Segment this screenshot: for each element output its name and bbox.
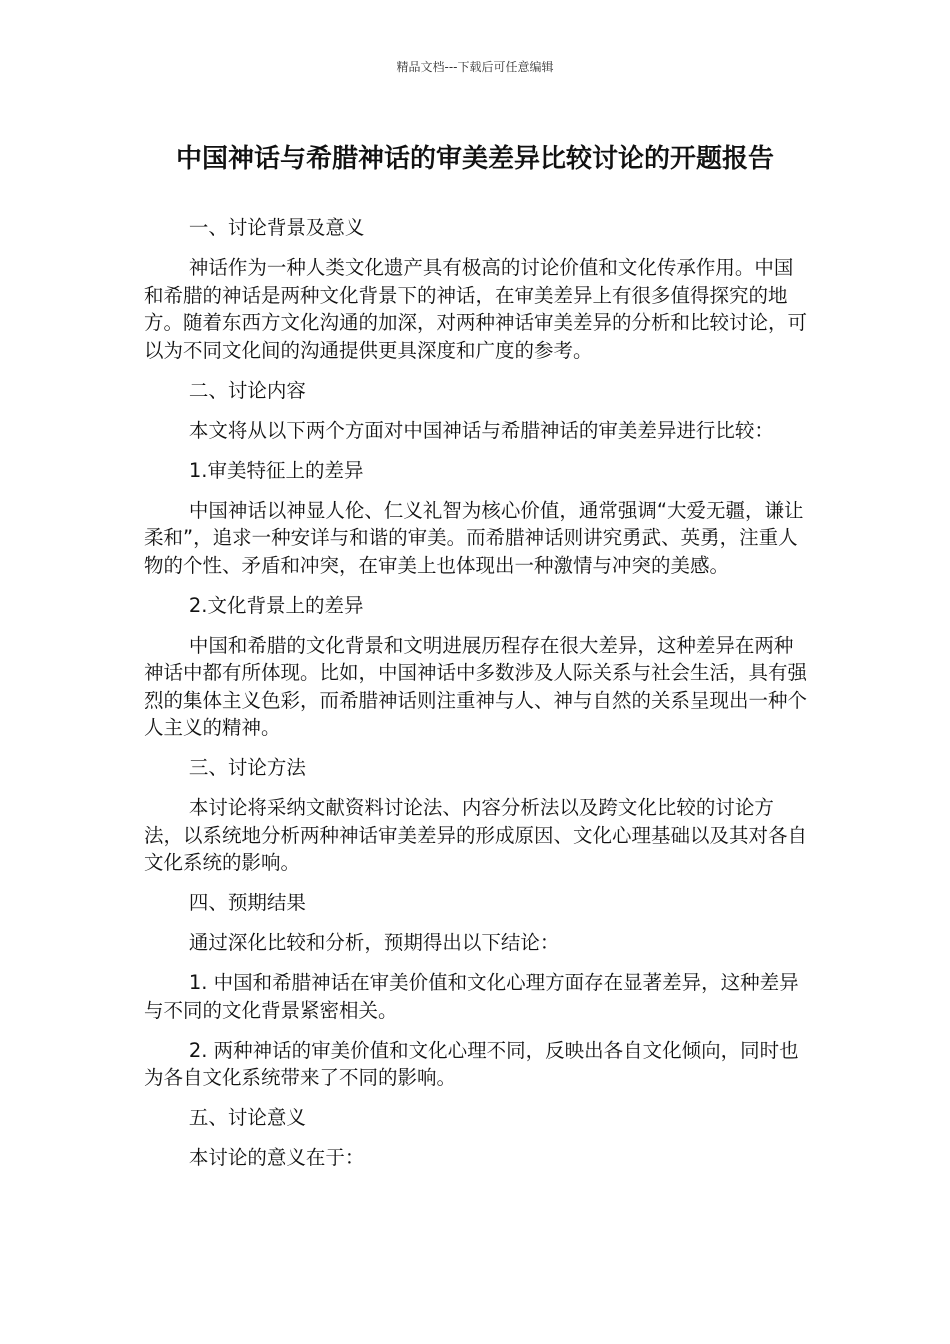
section-heading-significance: 五、讨论意义: [188, 1106, 306, 1129]
section-heading-expected-results: 四、预期结果: [188, 891, 306, 914]
subheading-aesthetic-features: 1.审美特征上的差异: [188, 458, 364, 482]
section-heading-content: 二、讨论内容: [188, 378, 306, 402]
paragraph-significance-intro: 本讨论的意义在于：: [188, 1146, 365, 1169]
section-heading-background: 一、讨论背景及意义: [188, 216, 365, 239]
paragraph-expected-intro: 通过深化比较和分析，预期得出以下结论：: [188, 931, 560, 954]
section-heading-methods: 三、讨论方法: [188, 756, 306, 779]
page-title: 中国神话与希腊神话的审美差异比较讨论的开题报告: [175, 144, 774, 174]
paragraph-expected-2: 2. 两种神话的审美价值和文化心理不同，反映出各自文化倾向，同时也为各自文化系统带来了不同的影响。: [144, 1038, 799, 1089]
paragraph-content-intro: 本文将从以下两个方面对中国神话与希腊神话的审美差异进行比较：: [188, 418, 774, 442]
paragraph-background: 神话作为一种人类文化遗产具有极高的讨论价值和文化传承作用。中国和希腊的神话是两种文化背景下的神话，在审美差异上有很多值得探究的地方。随着东西方文化沟通的加深，对两种神话审美差异的分析和比较讨论，可以为不同文化间的沟通提供更具深度和广度的参考。: [144, 256, 808, 362]
paragraph-cultural-background: 中国和希腊的文化背景和文明进展历程存在很大差异，这种差异在两种神话中都有所体现。比如，中国神话中多数涉及人际关系与社会生活，具有强烈的集体主义色彩，而希腊神话则注重神与人、神与自然的关系呈现出一种个人主义的精神。: [144, 633, 808, 739]
document-body: [144, 214, 810, 1184]
paragraph-expected-1: 1. 中国和希腊神话在审美价值和文化心理方面存在显著差异，这种差异与不同的文化背景紧密相关。: [144, 971, 799, 1022]
header-note: 精品文档---下载后可任意编辑: [396, 60, 554, 74]
subheading-cultural-background: 2.文化背景上的差异: [188, 593, 364, 617]
paragraph-aesthetic-features: 中国神话以神显人伦、仁义礼智为核心价值，通常强调“大爱无疆，谦让柔和”，追求一种安详与和谐的审美。而希腊神话则讲究勇武、英勇，注重人物的个性、矛盾和冲突，在审美上也体现出一种激情与冲突的美感。: [144, 498, 804, 577]
paragraph-methods: 本讨论将采纳文献资料讨论法、内容分析法以及跨文化比较的讨论方法，以系统地分析两种神话审美差异的形成原因、文化心理基础以及其对各自文化系统的影响。: [144, 796, 808, 874]
